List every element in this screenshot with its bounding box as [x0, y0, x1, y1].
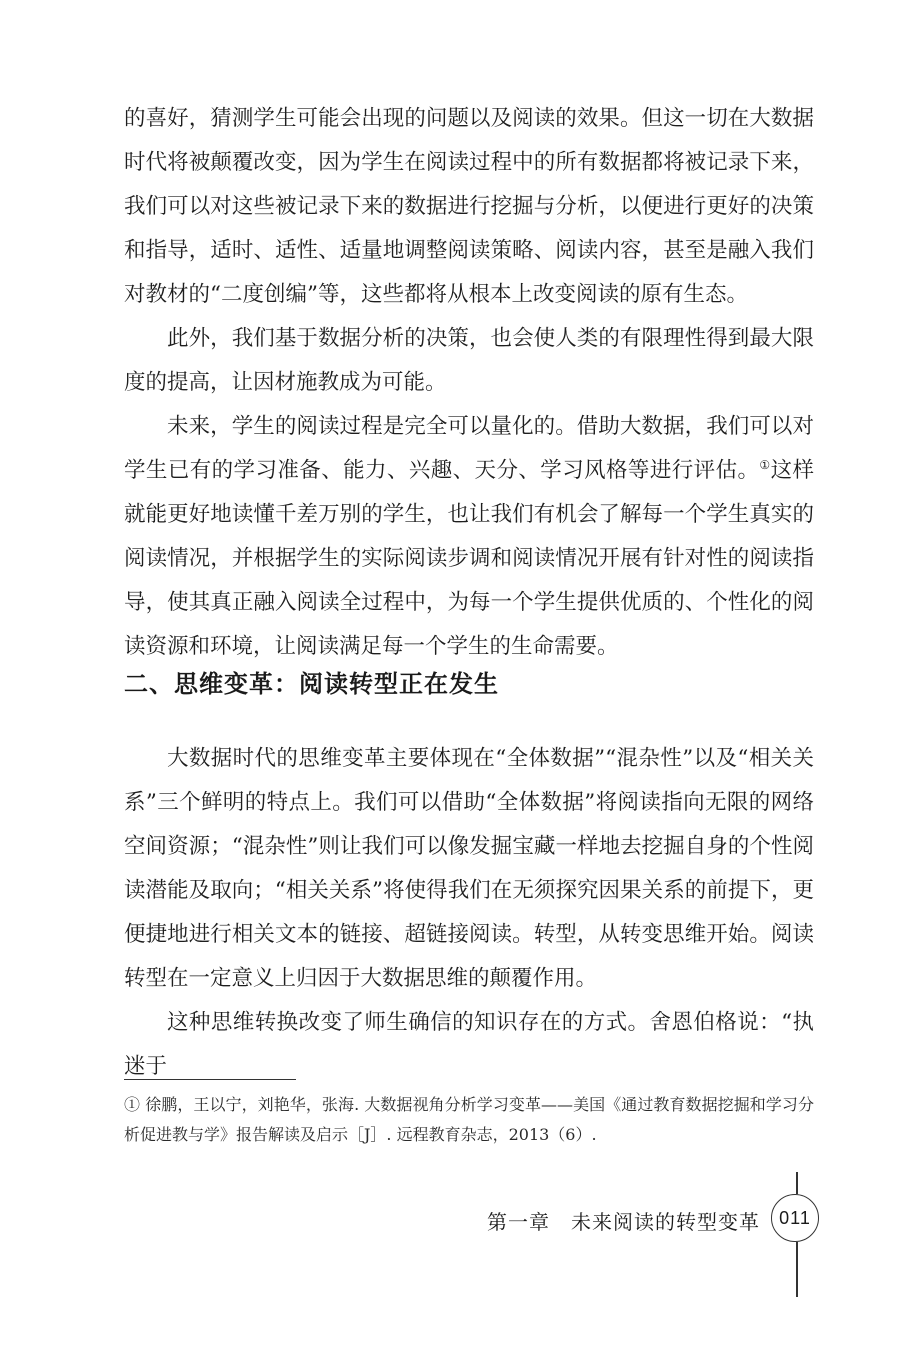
section-heading: 二、思维变革：阅读转型正在发生: [124, 670, 499, 698]
footnote-reference[interactable]: ①: [759, 457, 771, 472]
footnote-divider: [124, 1079, 296, 1080]
footnote-text: ① 徐鹏，王以宁，刘艳华，张海. 大数据视角分析学习变革——美国《通过教育数据挖掘和学习分析促进教与学》报告解读及启示［J］. 远程教育杂志，2013（6）.: [124, 1095, 814, 1144]
paragraph-text: 这样就能更好地读懂千差万别的学生，也让我们有机会了解每一个学生真实的阅读情况，并根据学生的实际阅读步调和阅读情况开展有针对性的阅读指导，使其真正融入阅读全过程中，为每一个学生提供优质的、个性化的阅读资源和环境，让阅读满足每一个学生的生命需要。: [124, 458, 814, 659]
paragraph-with-footnote-ref: [124, 405, 814, 669]
body-text-top: [124, 97, 814, 669]
running-footer-chapter-title: 第一章 未来阅读的转型变革: [487, 1210, 760, 1234]
paragraph-text: 未来，学生的阅读过程是完全可以量化的。借助大数据，我们可以对学生已有的学习准备、能力、兴趣、天分、学习风格等进行评估。: [124, 414, 814, 483]
paragraph: 这种思维转换改变了师生确信的知识存在的方式。舍恩伯格说：“执迷于: [124, 1010, 814, 1079]
footer-vertical-rule-bottom: [796, 1242, 798, 1297]
paragraph: 的喜好，猜测学生可能会出现的问题以及阅读的效果。但这一切在大数据时代将被颠覆改变，因为学生在阅读过程中的所有数据都将被记录下来，我们可以对这些被记录下来的数据进行挖掘与分析，以便进行更好的决策和指导，适时、适性、适量地调整阅读策略、阅读内容，甚至是融入我们对教材的“二度创编”等，这些都将从根本上改变阅读的原有生态。: [124, 106, 814, 307]
page-number: 011: [771, 1194, 819, 1242]
paragraph: 大数据时代的思维变革主要体现在“全体数据”“混杂性”以及“相关关系”三个鲜明的特点上。我们可以借助“全体数据”将阅读指向无限的网络空间资源；“混杂性”则让我们可以像发掘宝藏一样地去挖掘自身的个性阅读潜能及取向；“相关关系”将使得我们在无须探究因果关系的前提下，更便捷地进行相关文本的链接、超链接阅读。转型，从转变思维开始。阅读转型在一定意义上归因于大数据思维的颠覆作用。: [124, 746, 814, 991]
footer-vertical-rule-top: [796, 1172, 798, 1194]
paragraph: 此外，我们基于数据分析的决策，也会使人类的有限理性得到最大限度的提高，让因材施教成为可能。: [124, 326, 814, 395]
body-text-bottom: [124, 737, 814, 1089]
